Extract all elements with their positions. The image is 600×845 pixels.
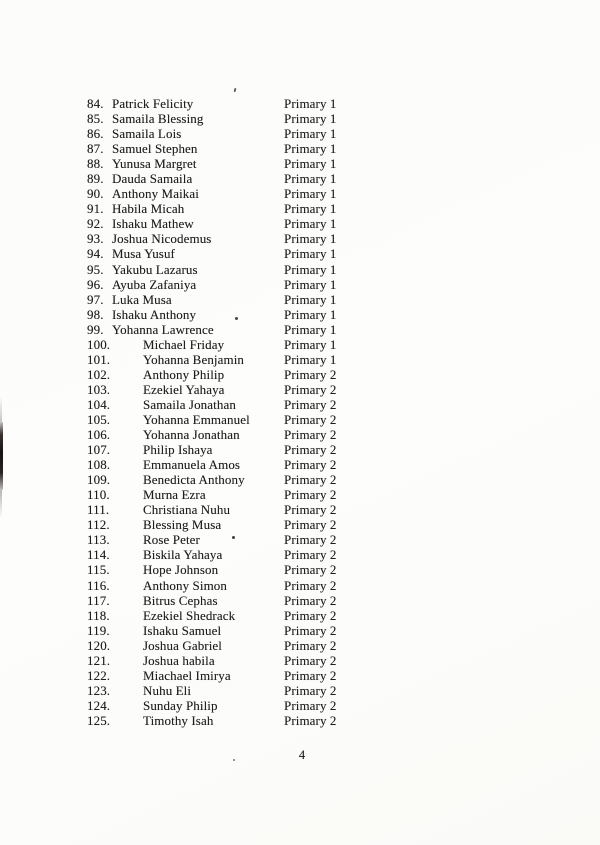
roster-row xyxy=(87,246,547,261)
student-name: Joshua Gabriel xyxy=(143,637,223,653)
class-label: Primary 2 xyxy=(284,577,337,593)
row-number: 95. xyxy=(87,261,104,277)
row-number: 92. xyxy=(87,216,104,232)
row-number: 97. xyxy=(87,291,104,307)
student-name: Patrick Felicity xyxy=(112,96,194,111)
row-number: 112. xyxy=(87,517,110,533)
student-name: Anthony Simon xyxy=(143,577,228,593)
student-name: Yakubu Lazarus xyxy=(112,261,198,277)
student-name: Benedicta Anthony xyxy=(143,472,245,488)
class-label: Primary 2 xyxy=(284,366,337,382)
student-name: Yohanna Jonathan xyxy=(143,427,240,443)
class-label: Primary 2 xyxy=(284,487,337,503)
roster-row xyxy=(87,307,547,322)
class-label: Primary 1 xyxy=(284,231,337,247)
scan-artifact-speck xyxy=(234,88,237,92)
roster-row xyxy=(87,262,547,277)
row-number: 119. xyxy=(87,622,110,638)
roster-row xyxy=(87,156,547,171)
row-number: 88. xyxy=(87,156,104,172)
class-label: Primary 2 xyxy=(284,472,337,488)
row-number: 99. xyxy=(87,321,104,337)
student-roster-list xyxy=(87,96,547,728)
student-name: Blessing Musa xyxy=(143,517,222,533)
scan-artifact-edge-streak xyxy=(0,422,3,490)
class-label: Primary 2 xyxy=(284,547,337,563)
class-label: Primary 2 xyxy=(284,532,337,548)
row-number: 98. xyxy=(87,306,104,322)
class-label: Primary 1 xyxy=(284,201,337,217)
roster-row xyxy=(87,683,547,698)
student-name: Michael Friday xyxy=(143,336,225,352)
student-name: Ishaku Mathew xyxy=(112,216,194,232)
roster-row xyxy=(87,352,547,367)
student-name: Yohanna Benjamin xyxy=(143,351,245,367)
roster-row xyxy=(87,412,547,427)
student-name: Ishaku Anthony xyxy=(112,306,197,322)
class-label: Primary 2 xyxy=(284,381,337,397)
class-label: Primary 2 xyxy=(284,502,337,518)
row-number: 84. xyxy=(87,96,104,111)
student-name: Bitrus Cephas xyxy=(143,592,218,608)
class-label: Primary 2 xyxy=(284,637,337,653)
roster-row xyxy=(87,698,547,713)
student-name: Murna Ezra xyxy=(143,487,206,503)
student-name: Yohanna Emmanuel xyxy=(143,411,250,427)
row-number: 91. xyxy=(87,201,104,217)
class-label: Primary 1 xyxy=(284,111,337,127)
row-number: 103. xyxy=(87,381,111,397)
row-number: 125. xyxy=(87,712,111,728)
roster-row xyxy=(87,547,547,562)
student-name: Timothy Isah xyxy=(143,712,214,728)
class-label: Primary 1 xyxy=(284,171,337,187)
student-name: Christiana Nuhu xyxy=(143,502,231,518)
row-number: 89. xyxy=(87,171,104,187)
student-name: Nuhu Eli xyxy=(143,682,192,698)
class-label: Primary 2 xyxy=(284,607,337,623)
class-label: Primary 1 xyxy=(284,291,337,307)
roster-row xyxy=(87,126,547,141)
roster-row xyxy=(87,111,547,126)
class-label: Primary 1 xyxy=(284,126,337,142)
row-number: 124. xyxy=(87,697,111,713)
row-number: 120. xyxy=(87,637,111,653)
roster-row xyxy=(87,382,547,397)
row-number: 94. xyxy=(87,246,104,262)
class-label: Primary 1 xyxy=(284,336,337,352)
row-number: 121. xyxy=(87,652,111,668)
roster-row xyxy=(87,532,547,547)
row-number: 110. xyxy=(87,487,110,503)
class-label: Primary 1 xyxy=(284,216,337,232)
roster-row xyxy=(87,517,547,532)
student-name: Habila Micah xyxy=(112,201,185,217)
student-name: Ayuba Zafaniya xyxy=(112,276,197,292)
roster-row xyxy=(87,337,547,352)
row-number: 109. xyxy=(87,472,111,488)
class-label: Primary 2 xyxy=(284,427,337,443)
roster-row xyxy=(87,427,547,442)
class-label: Primary 2 xyxy=(284,517,337,533)
row-number: 100. xyxy=(87,336,111,352)
student-name: Joshua Nicodemus xyxy=(112,231,212,247)
row-number: 122. xyxy=(87,667,111,683)
class-label: Primary 2 xyxy=(284,592,337,608)
page-number: 4 xyxy=(298,748,306,762)
roster-row xyxy=(87,216,547,231)
student-name: Sunday Philip xyxy=(143,697,218,713)
roster-row xyxy=(87,638,547,653)
row-number: 108. xyxy=(87,457,111,473)
roster-row xyxy=(87,623,547,638)
roster-row xyxy=(87,578,547,593)
roster-row xyxy=(87,653,547,668)
class-label: Primary 1 xyxy=(284,261,337,277)
roster-row xyxy=(87,487,547,502)
scan-artifact-edge-haze xyxy=(0,490,2,518)
class-label: Primary 1 xyxy=(284,156,337,172)
roster-row xyxy=(87,292,547,307)
roster-row xyxy=(87,186,547,201)
row-number: 116. xyxy=(87,577,110,593)
roster-row xyxy=(87,442,547,457)
row-number: 105. xyxy=(87,411,111,427)
class-label: Primary 2 xyxy=(284,396,337,412)
roster-row xyxy=(87,201,547,216)
roster-row xyxy=(87,277,547,292)
scan-artifact-edge-haze xyxy=(0,396,2,422)
student-name: Samaila Lois xyxy=(112,126,182,142)
class-label: Primary 2 xyxy=(284,652,337,668)
row-number: 102. xyxy=(87,366,111,382)
roster-row xyxy=(87,608,547,623)
student-name: Emmanuela Amos xyxy=(143,457,241,473)
roster-row xyxy=(87,472,547,487)
roster-row xyxy=(87,713,547,728)
class-label: Primary 1 xyxy=(284,351,337,367)
class-label: Primary 2 xyxy=(284,562,337,578)
roster-row xyxy=(87,367,547,382)
row-number: 85. xyxy=(87,111,104,127)
roster-row xyxy=(87,171,547,186)
class-label: Primary 1 xyxy=(284,141,337,157)
student-name: Anthony Philip xyxy=(143,366,225,382)
row-number: 87. xyxy=(87,141,104,157)
row-number: 117. xyxy=(87,592,110,608)
roster-row xyxy=(87,502,547,517)
class-label: Primary 2 xyxy=(284,442,337,458)
class-label: Primary 1 xyxy=(284,186,337,202)
class-label: Primary 1 xyxy=(284,321,337,337)
class-label: Primary 2 xyxy=(284,667,337,683)
row-number: 96. xyxy=(87,276,104,292)
class-label: Primary 1 xyxy=(284,276,337,292)
student-name: Hope Johnson xyxy=(143,562,219,578)
student-name: Miachael Imirya xyxy=(143,667,231,683)
row-number: 113. xyxy=(87,532,110,548)
student-name: Samaila Jonathan xyxy=(143,396,236,412)
student-name: Ezekiel Shedrack xyxy=(143,607,236,623)
roster-row xyxy=(87,668,547,683)
class-label: Primary 2 xyxy=(284,712,337,728)
roster-row xyxy=(87,397,547,412)
row-number: 107. xyxy=(87,442,111,458)
roster-row xyxy=(87,562,547,577)
student-name: Ishaku Samuel xyxy=(143,622,222,638)
roster-row xyxy=(87,593,547,608)
class-label: Primary 1 xyxy=(284,96,337,111)
row-number: 90. xyxy=(87,186,104,202)
row-number: 111. xyxy=(87,502,110,518)
student-name: Yohanna Lawrence xyxy=(112,321,214,337)
class-label: Primary 2 xyxy=(284,622,337,638)
roster-row xyxy=(87,457,547,472)
roster-row xyxy=(87,96,547,111)
roster-row xyxy=(87,231,547,246)
student-name: Samuel Stephen xyxy=(112,141,198,157)
student-name: Anthony Maikai xyxy=(112,186,199,202)
student-name: Yunusa Margret xyxy=(112,156,197,172)
class-label: Primary 2 xyxy=(284,697,337,713)
row-number: 123. xyxy=(87,682,111,698)
scan-artifact-speck xyxy=(233,759,235,761)
student-name: Samaila Blessing xyxy=(112,111,204,127)
row-number: 106. xyxy=(87,427,111,443)
row-number: 86. xyxy=(87,126,104,142)
class-label: Primary 2 xyxy=(284,682,337,698)
row-number: 115. xyxy=(87,562,110,578)
student-name: Rose Peter xyxy=(143,532,200,548)
student-name: Joshua habila xyxy=(143,652,215,668)
row-number: 118. xyxy=(87,607,110,623)
class-label: Primary 1 xyxy=(284,246,337,262)
class-label: Primary 2 xyxy=(284,411,337,427)
student-name: Biskila Yahaya xyxy=(143,547,223,563)
roster-row xyxy=(87,322,547,337)
student-name: Luka Musa xyxy=(112,291,172,307)
row-number: 101. xyxy=(87,351,111,367)
row-number: 93. xyxy=(87,231,104,247)
student-name: Musa Yusuf xyxy=(112,246,175,262)
roster-row xyxy=(87,141,547,156)
student-name: Philip Ishaya xyxy=(143,442,213,458)
student-name: Dauda Samaila xyxy=(112,171,193,187)
class-label: Primary 1 xyxy=(284,306,337,322)
row-number: 104. xyxy=(87,396,111,412)
student-name: Ezekiel Yahaya xyxy=(143,381,225,397)
class-label: Primary 2 xyxy=(284,457,337,473)
row-number: 114. xyxy=(87,547,110,563)
